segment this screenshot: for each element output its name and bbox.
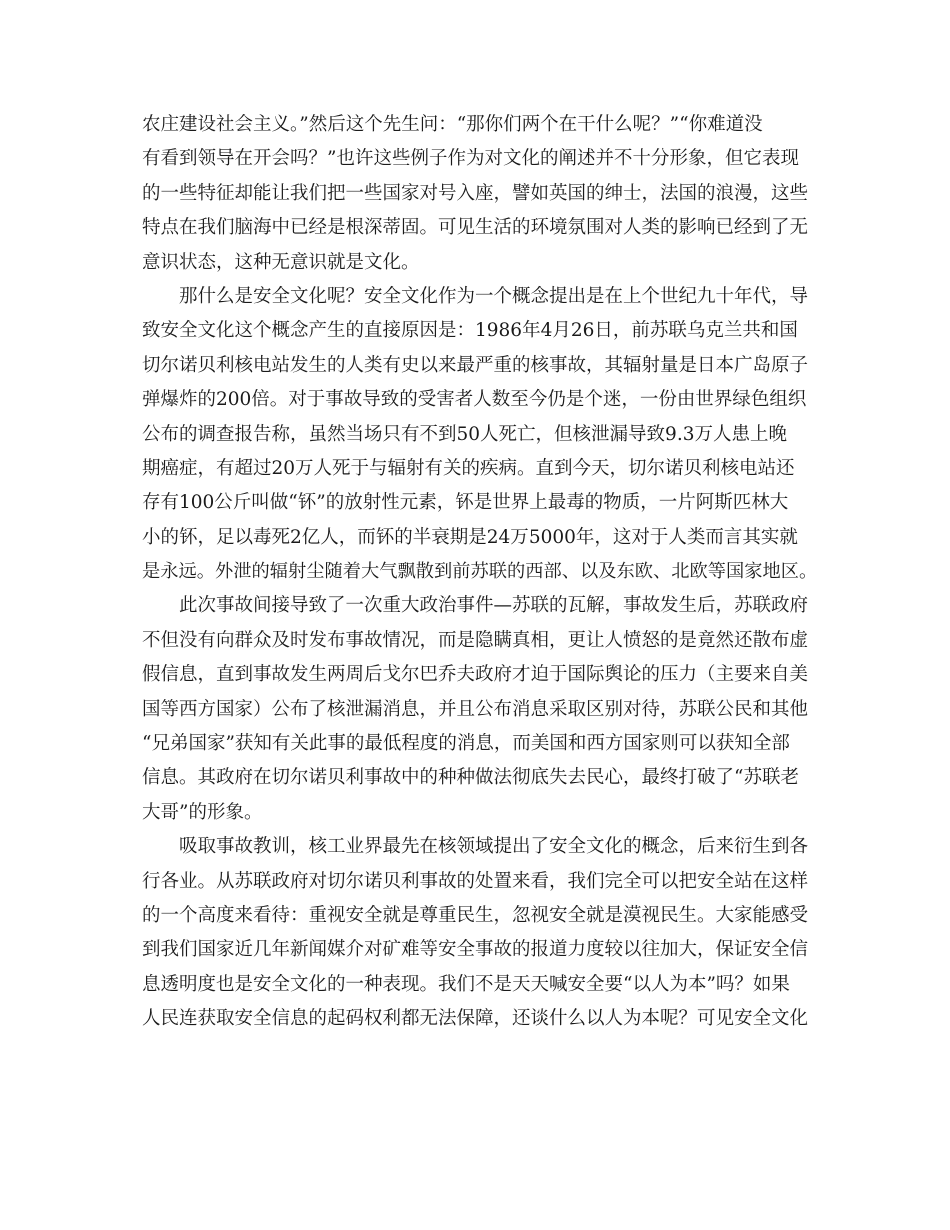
text-line: 特点在我们脑海中已经是根深蒂固。可见生活的环境氛围对人类的影响已经到了无 (142, 217, 809, 239)
text-line: 的一些特征却能让我们把一些国家对号入座，譬如英国的绅士，法国的浪漫，这些 (142, 182, 809, 204)
text-line: 到我们国家近几年新闻媒介对矿难等安全事故的报道力度较以往加大，保证安全信 (142, 939, 809, 961)
text-line: 存有100公斤叫做“钚”的放射性元素，钚是世界上最毒的物质，一片阿斯匹林大 (142, 492, 789, 514)
text-line: 有看到领导在开会吗？”也许这些例子作为对文化的阐述并不十分形象，但它表现 (142, 148, 799, 170)
text-line: 人民连获取安全信息的起码权利都无法保障，还谈什么以人为本呢？可见安全文化 (142, 1008, 809, 1030)
text-line: 期癌症，有超过20万人死于与辐射有关的疾病。直到今天，切尔诺贝利核电站还 (142, 457, 795, 479)
text-line: 那什么是安全文化呢？安全文化作为一个概念提出是在上个世纪九十年代，导 (142, 285, 809, 307)
text-line: 大哥”的形象。 (142, 801, 263, 823)
text-line: 农庄建设社会主义。”然后这个先生问：“那你们两个在干什么呢？”“你难道没 (142, 114, 763, 135)
text-line: 小的钚，足以毒死2亿人，而钚的半衰期是24万5000年，这对于人类而言其实就 (142, 526, 798, 548)
text-line: 切尔诺贝利核电站发生的人类有史以来最严重的核事故，其辐射量是日本广岛原子 (142, 354, 809, 376)
body-text (142, 108, 822, 1037)
text-line: 的一个高度来看待：重视安全就是尊重民生，忽视安全就是漠视民生。大家能感受 (142, 904, 809, 926)
text-line: 不但没有向群众及时发布事故情况，而是隐瞒真相，更让人愤怒的是竟然还散布虚 (142, 629, 809, 651)
text-line: 吸取事故教训，核工业界最先在核领域提出了安全文化的概念，后来衍生到各 (142, 836, 809, 858)
text-line: 国等西方国家）公布了核泄漏消息，并且公布消息采取区别对待，苏联公民和其他 (142, 698, 809, 720)
text-line: 信息。其政府在切尔诺贝利事故中的种种做法彻底失去民心，最终打破了“苏联老 (142, 767, 799, 789)
text-line: 意识状态，这种无意识就是文化。 (142, 251, 420, 273)
text-line: 假信息，直到事故发生两周后戈尔巴乔夫政府才迫于国际舆论的压力（主要来自美 (142, 664, 809, 686)
text-line: 此次事故间接导致了一次重大政治事件—苏联的瓦解，事故发生后，苏联政府 (142, 595, 809, 617)
text-line: 息透明度也是安全文化的一种表现。我们不是天天喊安全要“以人为本”吗？如果 (142, 973, 790, 995)
text-line: 弹爆炸的200倍。对于事故导致的受害者人数至今仍是个迷，一份由世界绿色组织 (142, 389, 807, 411)
text-line: “兄弟国家”获知有关此事的最低程度的消息，而美国和西方国家则可以获知全部 (142, 733, 790, 755)
text-line: 行各业。从苏联政府对切尔诺贝利事故的处置来看，我们完全可以把安全站在这样 (142, 870, 809, 892)
text-line: 公布的调查报告称，虽然当场只有不到50人死亡，但核泄漏导致9.3万人患上晚 (142, 423, 787, 445)
text-line: 是永远。外泄的辐射尘随着大气飘散到前苏联的西部、以及东欧、北欧等国家地区。 (142, 561, 818, 583)
text-line: 致安全文化这个概念产生的直接原因是：1986年4月26日，前苏联乌克兰共和国 (142, 320, 798, 342)
